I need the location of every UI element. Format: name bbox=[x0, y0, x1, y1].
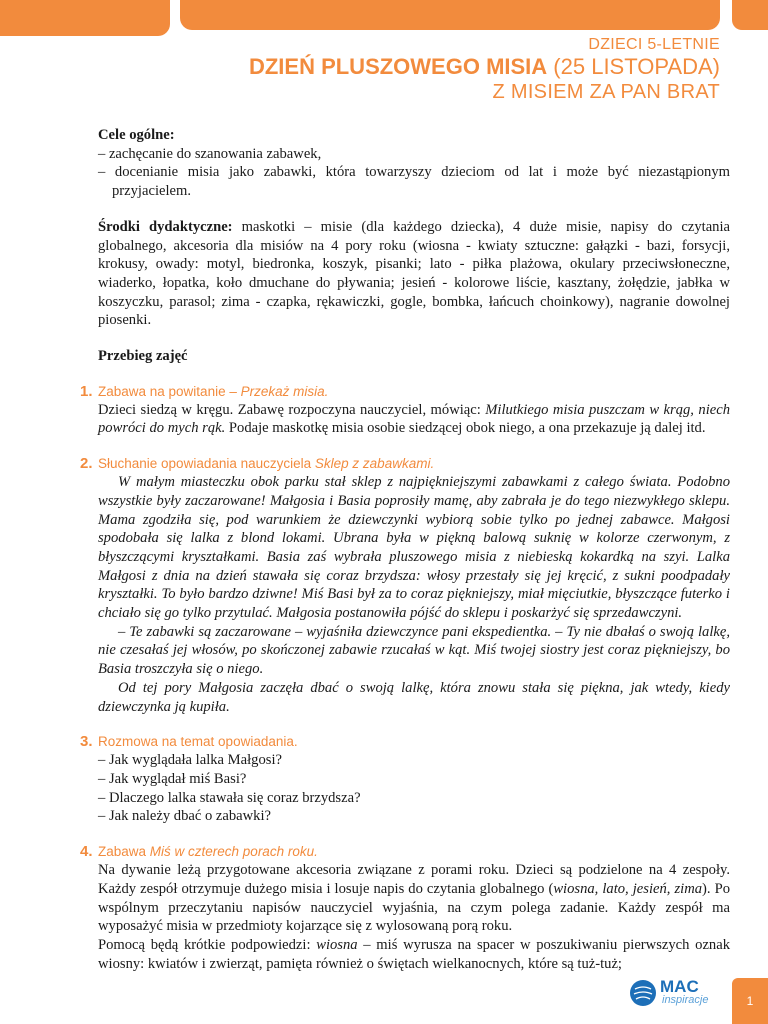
section-number: 3. bbox=[80, 733, 93, 751]
goal-item: – zachęcanie do szanowania zabawek, bbox=[98, 145, 322, 162]
story-paragraph: W małym miasteczku obok parku stał sklep z najpiękniejszymi zabawkami z całego świata. Podobno wszystkie były zaczarowane! Małgosia i Basia poprosiły mamę, aby zabrała je do tego niezwykłego sklepu. Mama zgodziła się, pod warunkiem że dziewczynki wybiorą sobie tylko po jednej zabawce. Małgosi spodobała się lalka z blond lokami. Ubrana była w piękną balową suknię w kolorze czerwonym, z błyszczącymi kryształkami. Basia zaś wybrała pluszowego misia z niebieską kokardką na szyi. Lalka Małgosi z dnia na dzień stawała się coraz brzydsza: włosy przestały się jej kręcić, z sukni poodpadały kryształki. To było bardzo dziwne! Miś Basi był za to coraz piękniejszy, miał mięciutkie, błyszczące futerko i chciało się go tylko przytulać. Małgosia postanowiła pójść do sklepu i poskarżyć się sprzedawczyni. bbox=[98, 474, 730, 622]
section-number: 1. bbox=[80, 382, 93, 400]
logo-subtext: inspiracje bbox=[662, 994, 709, 1006]
section-4-paragraph: Pomocą będą krótkie podpowiedzi: wiosna – miś wyrusza na spacer w poszukiwaniu pierwszych oznak wiosny: kwiatów i zwierząt, pamięta również o świętach wielkanocnych, które są tuż-tuż; bbox=[98, 936, 730, 972]
resources-label: Środki dydaktyczne: bbox=[98, 218, 233, 235]
question-item: – Jak należy dbać o zabawki? bbox=[98, 808, 272, 825]
page-subtitle: Z MISIEM ZA PAN BRAT bbox=[492, 81, 720, 103]
question-item: – Jak wyglądał miś Basi? bbox=[98, 770, 247, 787]
section-4-heading: 4. Zabawa Miś w czterech porach roku. bbox=[80, 843, 318, 861]
story-paragraph: Od tej pory Małgosia zaczęła dbać o swoją lalkę, która znowu stała się piękna, jak wtedy, kiedy dziewczynka ją kupiła. bbox=[98, 679, 730, 715]
page-header bbox=[249, 36, 720, 104]
goals-heading: Cele ogólne: bbox=[98, 127, 175, 143]
section-1-body: Dzieci siedzą w kręgu. Zabawę rozpoczyna nauczyciel, mówiąc: Milutkiego misia puszczam w krąg, niech powróci do mych rąk. Podaje maskotkę misia osobie siedzącej obok niego, a ona przekazuje ją dalej itd. bbox=[98, 401, 730, 437]
logo-text: MAC bbox=[660, 977, 699, 996]
section-3-heading: 3. Rozmowa na temat opowiadania. bbox=[80, 733, 298, 751]
resources-paragraph bbox=[98, 218, 730, 330]
document-body bbox=[80, 126, 731, 973]
resources-text: maskotki – misie (dla każdego dziecka), 4 duże misie, napisy do czytania globalnego, akcesoria dla misiów na 4 pory roku (wiosna - kwiaty sztuczne: gałązki - bazi, forsycji, krokusy, owady: motyl, biedronka, koszyk, pisanki; lato - piłka plażowa, okulary przeciwsłoneczne, wiaderko, łopatka, koło dmuchane do pływania; jesień - kolorowe liście, kasztany, żołędzie, jabłka w koszyczku, parasol; zima - czapka, rękawiczki, gogle, bombka, łańcuch choinkowy), nagranie dowolnej piosenki. bbox=[98, 218, 730, 329]
section-2-heading: 2. Słuchanie opowiadania nauczyciela Sklep z zabawkami. bbox=[80, 455, 435, 473]
age-group-label: DZIECI 5-LETNIE bbox=[588, 36, 720, 53]
globe-icon bbox=[630, 980, 656, 1006]
course-heading: Przebieg zajęć bbox=[98, 348, 188, 365]
question-item: – Jak wyglądała lalka Małgosi? bbox=[98, 752, 282, 769]
header-tab-middle bbox=[180, 0, 720, 30]
story-paragraph: – Te zabawki są zaczarowane – wyjaśniła dziewczynce pani ekspedientka. – Ty nie dbałaś o swoją lalkę, nie czesałaś jej włosów, po skończonej zabawie rzucałaś w kąt. Miś twojej siostry jest coraz piękniejszy, bo Basia troszczyła się o niego. bbox=[98, 623, 730, 678]
mac-logo bbox=[630, 978, 730, 1008]
header-tab-right bbox=[732, 0, 768, 30]
goal-item: – docenianie misia jako zabawki, która towarzyszy dzieciom od lat i może być niezastąpionym przyjacielem. bbox=[98, 164, 730, 200]
section-number: 4. bbox=[80, 843, 93, 861]
question-item: – Dlaczego lalka stawała się coraz brzydsza? bbox=[98, 789, 361, 806]
page-number: 1 bbox=[746, 994, 754, 1008]
section-number: 2. bbox=[80, 455, 93, 473]
section-4-paragraph: Na dywanie leżą przygotowane akcesoria związane z porami roku. Dzieci są podzielone na 4 zespoły. Każdy zespół otrzymuje dużego misia i losuje napis do czytania globalnego (wiosna, lato, jesień, zima). Po wspólnym przeczytaniu napisów nauczyciel wyjaśnia, na czym polega zadanie. Każdy zespół ma wyposażyć misia w przedmioty kojarzące się z wylosowaną porą roku. bbox=[98, 862, 731, 935]
title-date: (25 LISTOPADA) bbox=[547, 54, 720, 79]
title-bold: DZIEŃ PLUSZOWEGO MISIA bbox=[248, 54, 548, 79]
page-title bbox=[249, 54, 720, 80]
page-number-tab bbox=[732, 978, 768, 1024]
section-1-heading: 1. Zabawa na powitanie – Przekaż misia. bbox=[80, 382, 329, 400]
header-tab-left bbox=[0, 0, 170, 36]
